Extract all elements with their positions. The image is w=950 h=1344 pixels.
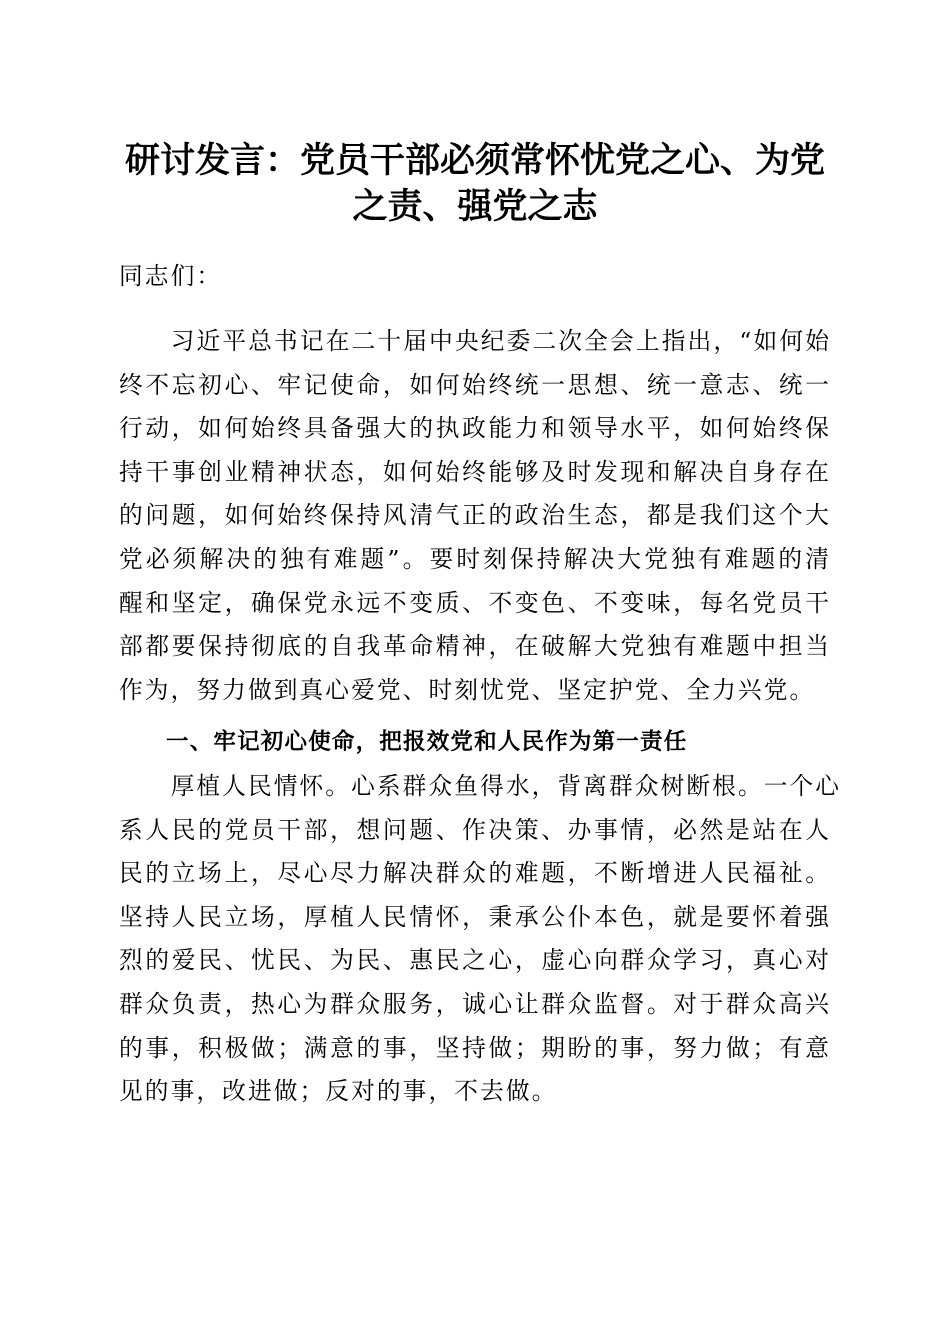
document-title [110, 138, 840, 230]
title-line: 之责、强党之志 [352, 186, 598, 227]
text-line: 群众负责，热心为群众服务，诚心让群众监督。对于群众高兴 [119, 989, 831, 1018]
text-line: 见的事，改进做；反对的事，不去做。 [119, 1077, 558, 1106]
text-line: 作为，努力做到真心爱党、时刻忧党、坚定护党、全力兴党。 [119, 675, 816, 704]
paragraph-1 [119, 320, 831, 712]
text-line: 行动，如何始终具备强大的执政能力和领导水平，如何始终保 [119, 414, 831, 443]
text-line: 厚植人民情怀。心系群众鱼得水，背离群众树断根。一个心 [119, 772, 842, 800]
paragraph-2 [119, 765, 842, 1114]
greeting: 同志们： [119, 262, 223, 290]
section-heading: 一、牢记初心使命，把报效党和人民作为第一责任 [166, 729, 688, 755]
text-line: 的事，积极做；满意的事，坚持做；期盼的事，努力做；有意 [119, 1033, 831, 1062]
text-line: 持干事创业精神状态，如何始终能够及时发现和解决自身存在 [119, 457, 831, 486]
text-line: 党必须解决的独有难题”。要时刻保持解决大党独有难题的清 [119, 544, 831, 573]
text-line: 系人民的党员干部，想问题、作决策、办事情，必然是站在人 [119, 815, 831, 844]
title-line: 研讨发言：党员干部必须常怀忧党之心、为党 [124, 140, 825, 181]
text-line: 民的立场上，尽心尽力解决群众的难题，不断增进人民福祉。 [119, 859, 831, 888]
text-line: 习近平总书记在二十届中央纪委二次全会上指出，“如何始 [119, 327, 831, 355]
text-line: 的问题，如何始终保持风清气正的政治生态，都是我们这个大 [119, 501, 831, 530]
text-line: 终不忘初心、牢记使命，如何始终统一思想、统一意志、统一 [119, 370, 831, 399]
text-line: 烈的爱民、忧民、为民、惠民之心，虚心向群众学习，真心对 [119, 946, 831, 975]
text-line: 坚持人民立场，厚植人民情怀，秉承公仆本色，就是要怀着强 [119, 902, 831, 931]
text-line: 部都要保持彻底的自我革命精神，在破解大党独有难题中担当 [119, 632, 831, 661]
text-line: 醒和坚定，确保党永远不变质、不变色、不变味，每名党员干 [119, 588, 831, 617]
